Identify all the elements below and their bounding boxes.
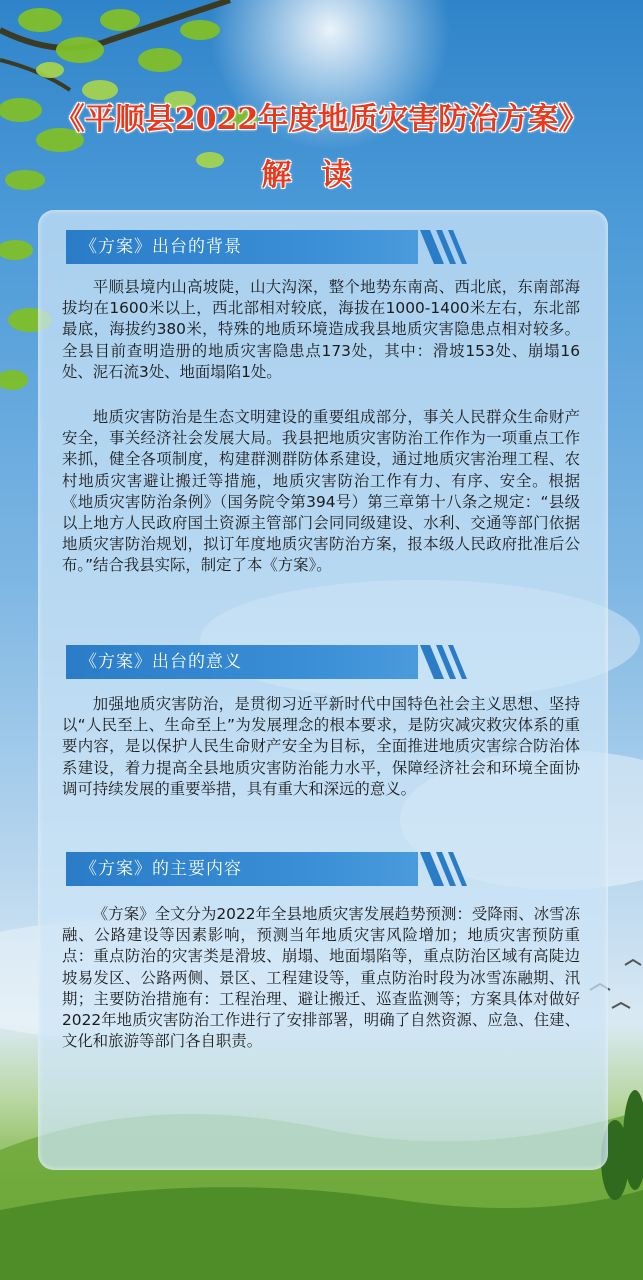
section-heading-text: 《方案》的主要内容 xyxy=(80,859,242,879)
section-heading-background xyxy=(66,645,418,679)
section-heading-background xyxy=(66,230,418,264)
heading-stripes-icon xyxy=(420,852,480,886)
section-heading-text: 《方案》出台的意义 xyxy=(80,652,242,672)
heading-stripes-icon xyxy=(420,645,480,679)
paragraph: 地质灾害防治是生态文明建设的重要组成部分，事关人民群众生命财产安全，事关经济社会发展大局。我县把地质灾害防治工作作为一项重点工作来抓，健全各项制度，构建群测群防体系建设，通过地质灾害治理工程、农村地质灾害避让搬迁等措施，地质灾害防治工作有力、有序、安全。根据《地质灾害防治条例》（国务院令第394号）第三章第十八条之规定：“县级以上地方人民政府国土资源主管部门会同同级建设、水利、交通等部门依据地质灾害防治规划，拟订年度地质灾害防治方案，报本级人民政府批准后公布。”结合我县实际，制定了本《方案》。 xyxy=(62,408,580,575)
poster-title: 《平顺县2022年度地质灾害防治方案》 xyxy=(54,102,589,137)
paragraph: 平顺县境内山高坡陡，山大沟深，整个地势东南高、西北底，东南部海拔均在1600米以上，西北部相对较底，海拔在1000-1400米左右，东北部最底，海拔约380米，特殊的地质环境造成我县地质灾害隐患点相对较多。全县目前查明造册的地质灾害隐患点173处，其中：滑坡153处、崩塌16处、泥石流3处、地面塌陷1处。 xyxy=(62,278,580,381)
section-heading-text: 《方案》出台的背景 xyxy=(80,237,242,257)
poster-subtitle: 解读 xyxy=(261,158,382,193)
section-heading-background xyxy=(66,852,418,886)
paragraph: 加强地质灾害防治，是贯彻习近平新时代中国特色社会主义思想、坚持以“人民至上、生命至上”为发展理念的根本要求，是防灾减灾救灾体系的重要内容，是以保护人民生命财产安全为目标，全面推进地质灾害综合防治体系建设，着力提高全县地质灾害防治能力水平，保障经济社会和环境全面协调可持续发展的重要举措，具有重大和深远的意义。 xyxy=(62,695,580,798)
heading-stripes-icon xyxy=(420,230,480,264)
paragraph: 《方案》全文分为2022年全县地质灾害发展趋势预测：受降雨、冰雪冻融、公路建设等因素影响，预测当年地质灾害风险增加；地质灾害预防重点：重点防治的灾害类是滑坡、崩塌、地面塌陷等，重点防治区域有高陡边坡易发区、公路两侧、景区、工程建设等，重点防治时段为冰雪冻融期、汛期；主要防治措施有：工程治理、避让搬迁、巡查监测等；方案具体对做好2022年地质灾害防治工作进行了安排部署，明确了自然资源、应急、住建、文化和旅游等部门各自职责。 xyxy=(62,905,580,1051)
